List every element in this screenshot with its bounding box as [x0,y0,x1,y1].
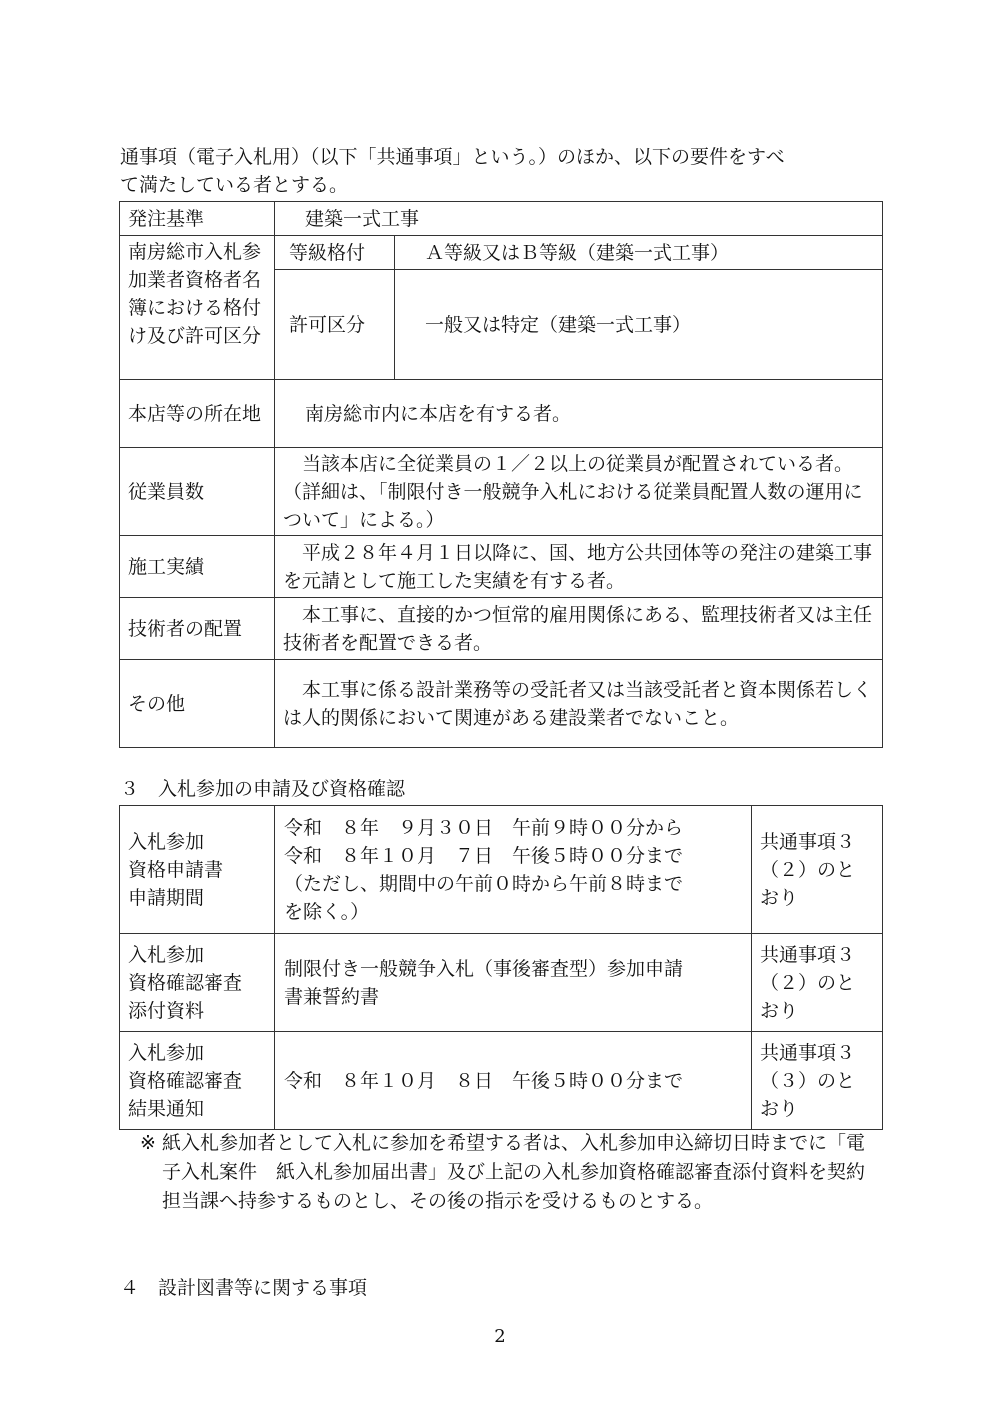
other-label: その他 [120,660,275,748]
order-label: 発注基準 [120,202,275,236]
content-line: （ただし、期間中の午前０時から午前８時まで [284,872,684,895]
permit-label: 許可区分 [275,270,395,380]
app-row1-content [275,806,752,934]
ref-line: （２）のと [760,858,856,881]
app-row1-ref [752,806,883,934]
table-row [120,1032,883,1130]
ref-line: 共通事項３ [760,943,856,966]
order-value: 建築一式工事 [275,202,883,236]
note-mark: ※ [140,1132,156,1154]
ref-line: （３）のと [760,1069,856,1092]
label-line: 入札参加 [128,830,205,853]
app-row1-label [120,806,275,934]
engineer-label: 技術者の配置 [120,598,275,660]
table-row [120,934,883,1032]
content-line: 令和 ８年１０月 ７日 午後５時００分まで [284,844,684,867]
location-value: 南房総市内に本店を有する者。 [275,380,883,448]
label-line: 資格確認審査 [128,971,243,994]
requirements-table [119,201,883,748]
ref-line: おり [760,886,799,909]
section3-heading: ３ 入札参加の申請及び資格確認 [120,778,406,800]
app-row2-content [275,934,752,1032]
section4-heading: ４ 設計図書等に関する事項 [120,1277,368,1299]
table-row [120,236,883,270]
table-row [120,660,883,748]
table-row [120,380,883,448]
ref-line: おり [760,1097,799,1120]
app-row2-ref [752,934,883,1032]
record-label: 施工実績 [120,536,275,598]
label-line: 資格申請書 [128,858,224,881]
label-line: 申請期間 [128,886,205,909]
ref-line: （２）のと [760,971,856,994]
record-value: 平成２８年４月１日以降に、国、地方公共団体等の発注の建築工事を元請として施工した実績を有する者。 [275,536,883,598]
ref-line: おり [760,999,799,1022]
table-row [120,536,883,598]
app-row3-content [275,1032,752,1130]
label-line: 結果通知 [128,1097,205,1120]
app-row3-ref [752,1032,883,1130]
intro-line-2: て満たしている者とする。 [120,174,349,196]
grade-value: Ａ等級又はＢ等級（建築一式工事） [395,236,883,270]
app-row3-label [120,1032,275,1130]
application-table [119,805,883,1130]
location-label: 本店等の所在地 [120,380,275,448]
permit-value: 一般又は特定（建築一式工事） [395,270,883,380]
content-line: 令和 ８年１０月 ８日 午後５時００分まで [284,1069,684,1092]
rating-label: 南房総市入札参加業者資格者名簿における格付け及び許可区分 [120,236,275,380]
other-value: 本工事に係る設計業務等の受託者又は当該受託者と資本関係若しくは人的関係において関連がある建設業者でないこと。 [275,660,883,748]
label-line: 資格確認審査 [128,1069,243,1092]
content-line: 制限付き一般競争入札（事後審査型）参加申請 [284,957,684,980]
content-line: 書兼誓約書 [284,985,380,1008]
page-number: 2 [494,1326,506,1347]
table-row [120,202,883,236]
label-line: 入札参加 [128,943,205,966]
engineer-value: 本工事に、直接的かつ恒常的雇用関係にある、監理技術者又は主任技術者を配置できる者。 [275,598,883,660]
note-block [140,1129,880,1216]
table-row [120,598,883,660]
employees-value: 当該本店に全従業員の１／２以上の従業員が配置されている者。（詳細は、「制限付き一般競争入札における従業員配置人数の運用について」による。） [275,448,883,536]
content-line: 令和 ８年 ９月３０日 午前９時００分から [284,816,684,839]
grade-label: 等級格付 [275,236,395,270]
intro-line-1: 通事項（電子入札用）（以下「共通事項」という。）のほか、以下の要件をすべ [120,146,785,168]
note-text: 紙入札参加者として入札に参加を希望する者は、入札参加申込締切日時までに「電子入札案件 紙入札参加届出書」及び上記の入札参加資格確認審査添付資料を契約担当課へ持参するものとし、その後の指示を受けるものとする。 [162,1132,866,1212]
ref-line: 共通事項３ [760,830,856,853]
label-line: 添付資料 [128,999,205,1022]
table-row [120,806,883,934]
table-row [120,448,883,536]
label-line: 入札参加 [128,1041,205,1064]
content-line: を除く。） [284,900,370,923]
app-row2-label [120,934,275,1032]
employees-label: 従業員数 [120,448,275,536]
ref-line: 共通事項３ [760,1041,856,1064]
